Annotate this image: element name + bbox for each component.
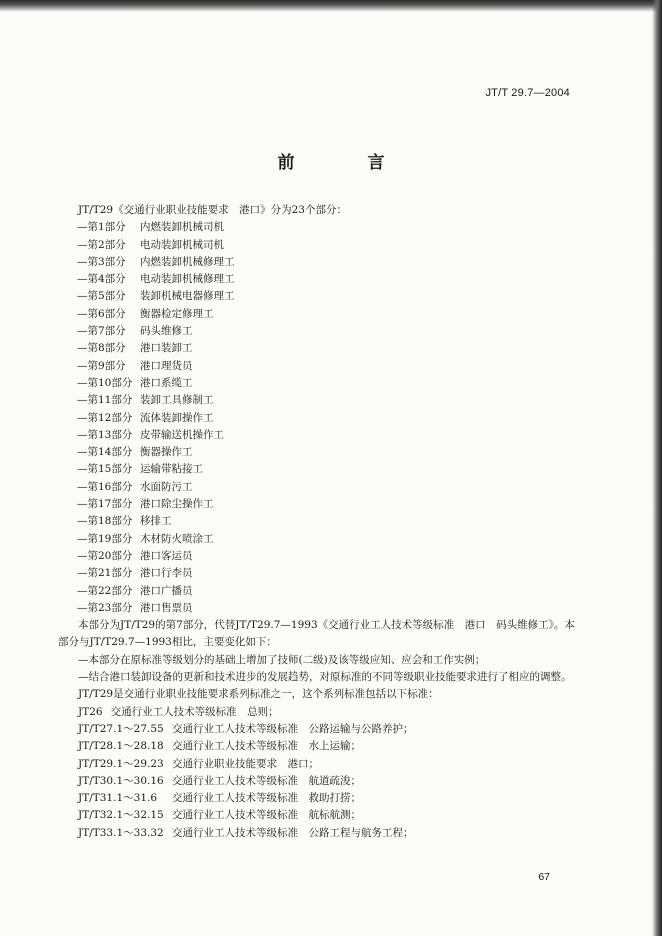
part-number: —第12部分 [77,411,133,424]
changes-list [58,652,578,687]
standards-list [58,704,578,842]
part-name: 电动装卸机械司机 [140,238,224,251]
part-item [58,323,578,340]
part-number: —第13部分 [77,428,133,441]
part-number: —第9部分 [77,359,126,372]
part-number: —第15部分 [77,463,133,476]
part-item [58,219,578,236]
part-number: —第11部分 [77,394,133,407]
part-name: 港口行李员 [140,567,193,580]
part-item [58,496,578,513]
part-item [58,306,578,323]
part-name: 衡器操作工 [140,446,193,459]
standard-code: JT26 [78,705,103,718]
standard-item [58,756,578,773]
standard-item [58,807,578,824]
part-item [58,565,578,582]
part-item [58,513,578,530]
standard-code: JT/T27.1～27.55 [78,722,164,735]
intro-line: JT/T29《交通行业职业技能要求 港口》分为23个部分： [78,204,347,216]
part-name: 港口售票员 [140,601,193,614]
standard-title: 交通行业工人技术等级标准 航道疏浚； [172,774,361,787]
part-number: —第3部分 [77,255,126,268]
standard-item [58,825,578,842]
standard-item [58,773,578,790]
change-item: —本部分在原标准等级划分的基础上增加了技师(二级)及该等级应知、应会和工作实例； [78,653,486,666]
part-item [58,444,578,461]
part-number: —第5部分 [77,290,126,303]
part-name: 港口除尘操作工 [140,498,214,511]
part-number: —第19部分 [77,532,133,545]
part-name: 移排工 [140,515,172,528]
part-item [58,340,578,357]
part-number: —第21部分 [77,567,133,580]
part-item [58,531,578,548]
standard-code: JT/T28.1～28.18 [78,740,164,753]
part-number: —第6部分 [77,307,126,320]
part-item [58,410,578,427]
parts-list [58,219,578,617]
part-item [58,271,578,288]
part-name: 流体装卸操作工 [140,411,214,424]
standard-title: 交通行业工人技术等级标准 水上运输； [172,740,361,753]
standard-item [58,738,578,755]
part-item [58,461,578,478]
part-item [58,427,578,444]
part-number: —第22部分 [77,584,133,597]
standard-title: 交通行业工人技术等级标准 公路工程与航务工程； [172,826,414,839]
part-name: 港口装卸工 [140,342,193,355]
part-item [58,479,578,496]
scan-edge-top [0,0,662,12]
part-number: —第23部分 [77,601,133,614]
part-item [58,392,578,409]
part-number: —第14部分 [77,446,133,459]
part-name: 电动装卸机械修理工 [140,273,235,286]
page-number: 67 [538,871,550,883]
part-item [58,254,578,271]
part-item [58,375,578,392]
part-number: —第1部分 [77,221,126,234]
part-number: —第16部分 [77,480,133,493]
part-name: 皮带输送机操作工 [140,428,224,441]
part-name: 衡器检定修理工 [140,307,214,320]
part-name: 内燃装卸机械司机 [140,221,224,234]
part-item [58,600,578,617]
part-name: 港口广播员 [140,584,193,597]
standard-code: JT/T31.1～31.6 [78,792,158,805]
replace-paragraph: 本部分为JT/T29的第7部分，代替JT/T29.7—1993《交通行业工人技术等级标准 港口 码头维修工》。本部分与JT/T29.7—1993相比，主要变化如下： [58,619,575,649]
part-number: —第4部分 [77,273,126,286]
part-name: 装卸工具修制工 [140,394,214,407]
part-name: 港口客运员 [140,549,193,562]
part-item [58,358,578,375]
page-title: 前 言 [277,153,413,173]
part-number: —第18部分 [77,515,133,528]
part-name: 木材防火喷涂工 [140,532,214,545]
part-name: 港口理货员 [140,359,193,372]
standard-title: 交通行业工人技术等级标准 总则； [110,705,279,718]
standard-title: 交通行业工人技术等级标准 公路运输与公路养护； [172,722,414,735]
standard-code: JT/T32.1～32.15 [78,809,164,822]
part-number: —第8部分 [77,342,126,355]
standard-title: 交通行业职业技能要求 港口； [172,757,319,770]
part-name: 运输带粘接工 [140,463,203,476]
standard-item [58,721,578,738]
part-name: 码头维修工 [140,325,193,338]
part-number: —第10部分 [77,376,133,389]
part-item [58,583,578,600]
standard-code: JT/T29.1～29.23 [78,757,164,770]
standard-title: 交通行业工人技术等级标准 航标航测； [172,809,361,822]
standard-item [58,704,578,721]
standard-item [58,790,578,807]
part-item [58,237,578,254]
part-number: —第20部分 [77,549,133,562]
part-number: —第2部分 [77,238,126,251]
change-item: —结合港口装卸设备的更新和技术进步的发展趋势，对原标准的不同等级职业技能要求进行了相应的调整。 [78,671,572,684]
part-name: 港口系缆工 [140,376,193,389]
part-number: —第17部分 [77,498,133,511]
scan-edge-right [652,0,662,936]
document-body [58,202,578,842]
part-name: 水面防污工 [140,480,193,493]
series-intro-line: JT/T29是交通行业职业技能要求系列标准之一，这个系列标准包括以下标准： [78,688,439,701]
standard-code: JT/T33.1～33.32 [78,826,164,839]
part-name: 装卸机械电器修理工 [140,290,235,303]
standard-code: JT/T30.1～30.16 [78,774,164,787]
part-name: 内燃装卸机械修理工 [140,255,235,268]
standard-title: 交通行业工人技术等级标准 救助打捞； [172,792,361,805]
standard-code-header: JT/T 29.7—2004 [485,87,570,99]
part-item [58,288,578,305]
part-item [58,548,578,565]
part-number: —第7部分 [77,325,126,338]
